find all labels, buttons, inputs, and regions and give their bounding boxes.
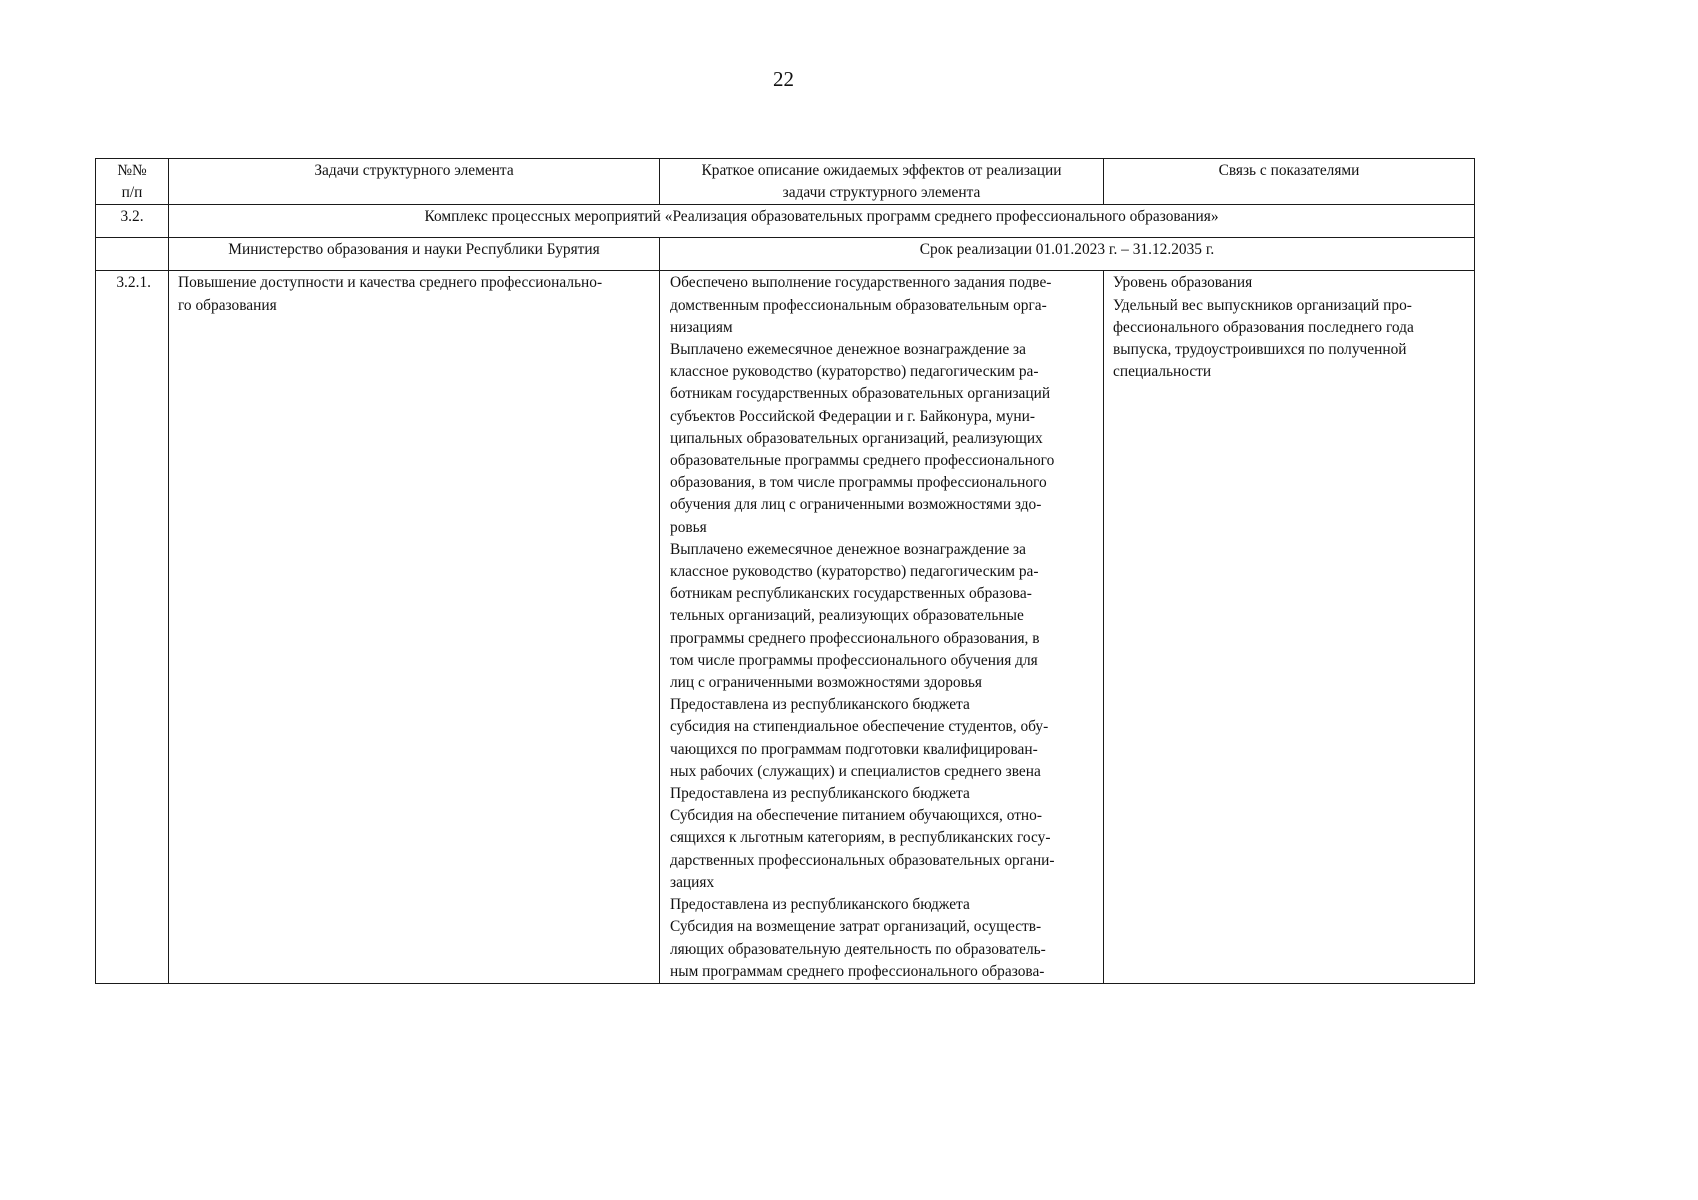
effect-line: ботникам республиканских государственных образова- [670,585,1032,603]
header-effect-line: задачи структурного элемента [782,184,981,202]
table-header-row [96,159,1475,205]
header-effect-line: Краткое описание ожидаемых эффектов от реализации [701,162,1062,179]
effect-line: ным программам среднего профессионального образова- [670,962,1045,980]
link-line: Уровень образования [1113,274,1253,292]
effect-line: Предоставлена из республиканского бюджета [670,785,970,803]
header-task-cell: Задачи структурного элемента [169,159,660,205]
section-num: 3.2. [96,205,169,238]
link-cell [1104,271,1475,984]
effect-line: программы среднего профессионального образования, в [670,629,1040,647]
effect-line: Обеспечено выполнение государственного задания подве- [670,274,1052,292]
header-num-line: п/п [121,184,143,202]
effect-line: классное руководство (кураторство) педагогическим ра- [670,563,1039,581]
effect-line: ботникам государственных образовательных организаций [670,385,1051,403]
program-table [95,158,1475,984]
responsible-empty-cell [96,238,169,271]
effect-line: зациях [670,873,715,891]
effect-line: лиц с ограниченными возможностями здоровья [670,674,982,692]
effect-line: Выплачено ежемесячное денежное вознаграждение за [670,540,1026,558]
task-cell [169,271,660,984]
row-num: 3.2.1. [96,271,169,984]
effect-line: субъектов Российской Федерации и г. Байконура, муни- [670,407,1036,425]
effect-line: ных рабочих (служащих) и специалистов среднего звена [670,762,1041,780]
link-line: Удельный вес выпускников организаций про- [1113,296,1412,314]
effect-line: дарственных профессиональных образовательных органи- [670,851,1055,869]
effect-line: тельных организаций, реализующих образовательные [670,607,1024,625]
section-title: Комплекс процессных мероприятий «Реализация образовательных программ среднего профессионального образования» [169,205,1475,238]
table-row [96,271,1475,984]
effect-line: субсидия на стипендиальное обеспечение студентов, обу- [670,718,1049,736]
responsible-ministry: Министерство образования и науки Республики Бурятия [169,238,660,271]
effect-line: том числе программы профессионального обучения для [670,651,1038,669]
link-line: фессионального образования последнего года [1113,318,1414,336]
section-row [96,205,1475,238]
header-num-line: №№ [117,162,147,179]
effect-line: ляющих образовательную деятельность по образователь- [670,940,1046,958]
page-number: 22 [773,67,794,91]
effect-line: Предоставлена из республиканского бюджета [670,896,970,914]
effect-line: классное руководство (кураторство) педагогическим ра- [670,363,1039,381]
effect-line: Предоставлена из республиканского бюджета [670,696,970,714]
effect-line: сящихся к льготным категориям, в республиканских госу- [670,829,1051,847]
effect-line: Субсидия на обеспечение питанием обучающихся, отно- [670,807,1042,825]
effect-line: ровья [670,518,707,536]
effect-line: обучения для лиц с ограниченными возможностями здо- [670,496,1042,514]
implementation-period: Срок реализации 01.01.2023 г. – 31.12.2035 г. [660,238,1475,271]
header-effect-cell [660,159,1104,205]
effect-line: ципальных образовательных организаций, реализующих [670,429,1043,447]
link-line: выпуска, трудоустроившихся по полученной [1113,341,1407,359]
header-num-cell [96,159,169,205]
responsible-row [96,238,1475,271]
link-line: специальности [1113,363,1212,381]
effect-line: образовательные программы среднего профессионального [670,452,1055,470]
task-line: го образования [178,296,277,314]
effect-cell [660,271,1104,984]
task-line: Повышение доступности и качества среднего профессионально- [178,274,603,292]
header-link-cell: Связь с показателями [1104,159,1475,205]
effect-line: Субсидия на возмещение затрат организаций, осуществ- [670,918,1042,936]
effect-line: чающихся по программам подготовки квалифицирован- [670,740,1038,758]
effect-line: низациям [670,318,733,336]
effect-line: образования, в том числе программы профессионального [670,474,1047,492]
effect-line: домственным профессиональным образовательным орга- [670,296,1047,314]
effect-line: Выплачено ежемесячное денежное вознаграждение за [670,341,1026,359]
